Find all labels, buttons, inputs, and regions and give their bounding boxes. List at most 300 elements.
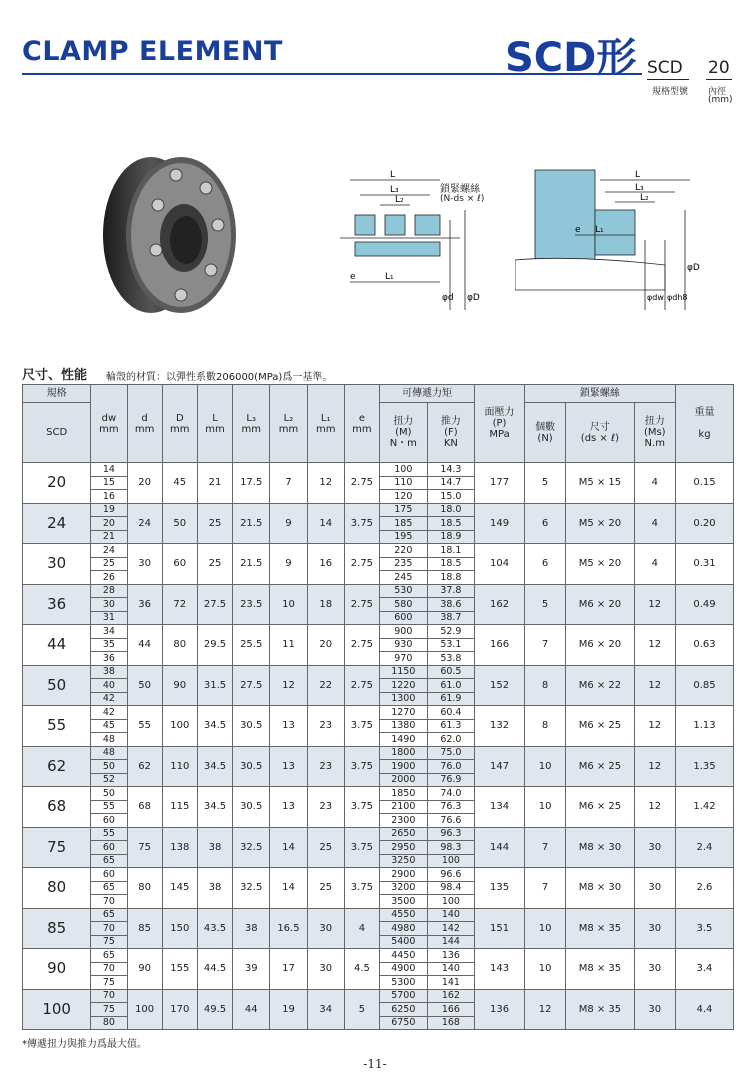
table-cell: 16.5 [270, 908, 307, 949]
table-cell: 132 [475, 706, 525, 747]
product-photo [96, 150, 246, 320]
table-cell: 2300 [380, 814, 428, 828]
table-cell: 12 [634, 625, 675, 666]
table-cell: 38 [91, 665, 127, 679]
table-row [23, 503, 734, 517]
table-cell: 1380 [380, 719, 428, 733]
label-L: L [635, 170, 641, 180]
label-L1: L₁ [595, 225, 604, 235]
table-cell: 144 [475, 827, 525, 868]
table-row [23, 463, 734, 477]
table-cell: 6750 [380, 1016, 428, 1030]
table-cell: 38 [233, 908, 270, 949]
table-cell: 600 [380, 611, 428, 625]
table-cell: 5400 [380, 935, 428, 949]
table-cell: 144 [427, 935, 475, 949]
table-row [23, 706, 734, 720]
table-cell: 18.8 [427, 571, 475, 585]
col-thrust: 推力 (F) KN [427, 403, 475, 463]
table-cell: 9 [270, 503, 307, 544]
table-cell: 13 [270, 787, 307, 828]
table-cell: 30 [23, 544, 91, 585]
table-cell: 25 [307, 827, 344, 868]
table-cell: 142 [427, 922, 475, 936]
table-cell: 90 [127, 949, 162, 990]
table-cell: 98.3 [427, 841, 475, 855]
table-cell: 31 [91, 611, 127, 625]
table-cell: 80 [162, 625, 197, 666]
table-cell: 65 [91, 854, 127, 868]
table-cell: 14.3 [427, 463, 475, 477]
table-cell: 12 [634, 584, 675, 625]
table-cell: 21 [197, 463, 232, 504]
table-cell: 1.42 [675, 787, 733, 828]
table-cell: 75 [91, 976, 127, 990]
table-cell: M5 × 20 [566, 503, 634, 544]
table-cell: 2.4 [675, 827, 733, 868]
table-cell: 34 [307, 989, 344, 1030]
table-cell: 20 [307, 625, 344, 666]
table-cell: M6 × 25 [566, 746, 634, 787]
table-cell: 80 [91, 1016, 127, 1030]
table-cell: 65 [91, 949, 127, 963]
label-phi-dw: φdw [647, 293, 664, 302]
table-cell: 3250 [380, 854, 428, 868]
table-cell: 17.5 [233, 463, 270, 504]
table-cell: 2900 [380, 868, 428, 882]
table-cell: 110 [162, 746, 197, 787]
spec-table [22, 384, 734, 1030]
table-cell: 120 [380, 490, 428, 504]
table-cell: 14 [270, 827, 307, 868]
table-cell: 13 [270, 746, 307, 787]
table-cell: 27.5 [197, 584, 232, 625]
table-cell: 50 [23, 665, 91, 706]
table-cell: 3.75 [344, 706, 379, 747]
table-cell: 90 [23, 949, 91, 990]
table-cell: 74.0 [427, 787, 475, 801]
table-row [23, 746, 734, 760]
table-cell: 1.13 [675, 706, 733, 747]
label-L2: L₂ [395, 195, 404, 205]
col-dw: dw mm [91, 385, 127, 463]
table-cell: 149 [475, 503, 525, 544]
table-cell: 580 [380, 598, 428, 612]
table-cell: 145 [162, 868, 197, 909]
table-row [23, 584, 734, 598]
table-cell: 100 [162, 706, 197, 747]
table-cell: 70 [91, 895, 127, 909]
table-cell: 6 [524, 544, 565, 585]
table-cell: 65 [91, 881, 127, 895]
col-pressure: 面壓力 (P) MPa [475, 385, 525, 463]
table-cell: 49.5 [197, 989, 232, 1030]
table-cell: 50 [127, 665, 162, 706]
table-cell: 136 [475, 989, 525, 1030]
col-L2: L₂ mm [270, 385, 307, 463]
table-cell: 55 [91, 800, 127, 814]
col-d: d mm [127, 385, 162, 463]
table-cell: 22 [307, 665, 344, 706]
table-cell: 143 [475, 949, 525, 990]
table-cell: M6 × 20 [566, 625, 634, 666]
table-cell: 30 [127, 544, 162, 585]
table-cell: 13 [270, 706, 307, 747]
table-cell: 170 [162, 989, 197, 1030]
table-cell: 50 [91, 760, 127, 774]
table-cell: 1150 [380, 665, 428, 679]
table-cell: 10 [270, 584, 307, 625]
table-cell: 4980 [380, 922, 428, 936]
table-cell: 30.5 [233, 706, 270, 747]
table-cell: 151 [475, 908, 525, 949]
table-cell: 30 [634, 949, 675, 990]
section-title: 尺寸、性能 [22, 368, 88, 383]
model-title: SCD形 [505, 35, 637, 81]
table-cell: 34.5 [197, 787, 232, 828]
table-cell: 38 [197, 827, 232, 868]
table-cell: 32.5 [233, 827, 270, 868]
table-cell: 60.5 [427, 665, 475, 679]
table-cell: 75 [91, 1003, 127, 1017]
table-cell: 30 [634, 868, 675, 909]
table-cell: 25 [197, 544, 232, 585]
table-cell: 147 [475, 746, 525, 787]
table-cell: 2.75 [344, 584, 379, 625]
table-cell: 16 [91, 490, 127, 504]
table-cell: 930 [380, 638, 428, 652]
label-L: L [390, 170, 396, 180]
table-cell: 152 [475, 665, 525, 706]
table-cell: 3.75 [344, 787, 379, 828]
table-cell: 76.3 [427, 800, 475, 814]
table-cell: 4 [634, 544, 675, 585]
table-cell: 20 [127, 463, 162, 504]
table-cell: 100 [427, 895, 475, 909]
table-cell: 53.8 [427, 652, 475, 666]
label-L3: L₃ [390, 185, 399, 195]
table-cell: 20 [23, 463, 91, 504]
col-btorque: 扭力 (Ms) N.m [634, 403, 675, 463]
table-cell: 136 [427, 949, 475, 963]
table-cell: 45 [162, 463, 197, 504]
table-cell: 2.75 [344, 625, 379, 666]
table-cell: 235 [380, 557, 428, 571]
table-cell: M8 × 35 [566, 908, 634, 949]
table-cell: 61.3 [427, 719, 475, 733]
table-cell: 12 [524, 989, 565, 1030]
table-cell: 75 [91, 935, 127, 949]
table-cell: 3.75 [344, 503, 379, 544]
table-cell: 50 [162, 503, 197, 544]
table-cell: 30 [91, 598, 127, 612]
table-row [23, 949, 734, 963]
footnote: *傳遞扭力與推力爲最大值。 [22, 1039, 147, 1050]
col-dim: 尺寸 (ds × ℓ) [566, 403, 634, 463]
table-cell: 140 [427, 908, 475, 922]
table-cell: 150 [162, 908, 197, 949]
page-number: -11- [363, 1057, 387, 1071]
table-cell: 195 [380, 530, 428, 544]
table-cell: 3.75 [344, 827, 379, 868]
table-cell: 0.31 [675, 544, 733, 585]
table-cell: 90 [162, 665, 197, 706]
table-cell: 65 [91, 908, 127, 922]
table-cell: 21.5 [233, 503, 270, 544]
col-scd: SCD [23, 403, 91, 463]
table-cell: 62.0 [427, 733, 475, 747]
col-transmit: 可傳遞力矩 [380, 385, 475, 403]
table-cell: 60 [91, 814, 127, 828]
table-cell: 104 [475, 544, 525, 585]
table-cell: 60 [162, 544, 197, 585]
table-row [23, 908, 734, 922]
table-cell: 5300 [380, 976, 428, 990]
table-cell: 5 [344, 989, 379, 1030]
table-cell: 970 [380, 652, 428, 666]
col-L3: L₃ mm [233, 385, 270, 463]
table-row [23, 989, 734, 1003]
table-cell: 72 [162, 584, 197, 625]
table-cell: 2100 [380, 800, 428, 814]
table-cell: 26 [91, 571, 127, 585]
table-cell: 18.1 [427, 544, 475, 558]
table-cell: 12 [634, 706, 675, 747]
col-L1: L₁ mm [307, 385, 344, 463]
table-cell: 85 [127, 908, 162, 949]
table-cell: 75.0 [427, 746, 475, 760]
table-cell: 5 [524, 463, 565, 504]
assembly-diagram [515, 160, 705, 310]
table-cell: 55 [91, 827, 127, 841]
table-cell: 68 [127, 787, 162, 828]
table-cell: 10 [524, 787, 565, 828]
table-cell: 134 [475, 787, 525, 828]
table-cell: 30 [634, 827, 675, 868]
table-cell: 14 [307, 503, 344, 544]
table-cell: 44 [233, 989, 270, 1030]
table-cell: 2.6 [675, 868, 733, 909]
table-cell: 20 [91, 517, 127, 531]
table-cell: 62 [23, 746, 91, 787]
table-cell: 2950 [380, 841, 428, 855]
table-cell: 162 [475, 584, 525, 625]
table-cell: 14 [270, 868, 307, 909]
table-cell: 12 [634, 787, 675, 828]
table-cell: M6 × 22 [566, 665, 634, 706]
table-cell: 5 [524, 584, 565, 625]
page-title: CLAMP ELEMENT [22, 36, 283, 67]
table-cell: 9 [270, 544, 307, 585]
table-cell: 2.75 [344, 665, 379, 706]
table-cell: 35 [91, 638, 127, 652]
table-cell: 8 [524, 706, 565, 747]
table-cell: 19 [270, 989, 307, 1030]
table-cell: 11 [270, 625, 307, 666]
table-cell: 4900 [380, 962, 428, 976]
table-cell: 44 [23, 625, 91, 666]
table-cell: 96.3 [427, 827, 475, 841]
table-cell: 24 [23, 503, 91, 544]
table-cell: 18.9 [427, 530, 475, 544]
table-cell: 37.8 [427, 584, 475, 598]
table-cell: 38.7 [427, 611, 475, 625]
table-cell: 1800 [380, 746, 428, 760]
table-cell: 25 [197, 503, 232, 544]
spec-note-unit: (mm) [708, 95, 733, 105]
col-count: 個數 (N) [524, 403, 565, 463]
spec-note-model: 規格型號 [652, 87, 689, 97]
table-cell: 7 [524, 625, 565, 666]
table-cell: 55 [127, 706, 162, 747]
table-cell: 55 [23, 706, 91, 747]
table-cell: M5 × 20 [566, 544, 634, 585]
table-cell: 30 [634, 989, 675, 1030]
label-phi-dh8: φdh8 [667, 293, 688, 302]
table-cell: 30.5 [233, 787, 270, 828]
table-cell: 155 [162, 949, 197, 990]
col-L: L mm [197, 385, 232, 463]
table-cell: 21 [91, 530, 127, 544]
table-cell: 42 [91, 692, 127, 706]
table-cell: 30 [634, 908, 675, 949]
table-cell: 32.5 [233, 868, 270, 909]
table-cell: 18.5 [427, 557, 475, 571]
table-cell: 24 [91, 544, 127, 558]
table-cell: 110 [380, 476, 428, 490]
table-cell: 4.5 [344, 949, 379, 990]
bolt-label: 鎖緊螺絲 [440, 184, 480, 195]
table-row [23, 665, 734, 679]
table-cell: 24 [127, 503, 162, 544]
table-cell: 18 [307, 584, 344, 625]
table-cell: 220 [380, 544, 428, 558]
table-cell: 15.0 [427, 490, 475, 504]
table-cell: 30.5 [233, 746, 270, 787]
table-cell: 60 [91, 841, 127, 855]
table-cell: 80 [23, 868, 91, 909]
table-cell: 3500 [380, 895, 428, 909]
table-cell: M6 × 20 [566, 584, 634, 625]
table-cell: 10 [524, 949, 565, 990]
table-cell: 6 [524, 503, 565, 544]
table-cell: 0.20 [675, 503, 733, 544]
table-row [23, 625, 734, 639]
col-e: e mm [344, 385, 379, 463]
table-cell: 0.15 [675, 463, 733, 504]
table-row [23, 868, 734, 882]
table-cell: 0.49 [675, 584, 733, 625]
table-cell: 2650 [380, 827, 428, 841]
table-cell: 62 [127, 746, 162, 787]
table-cell: 23 [307, 787, 344, 828]
table-cell: 14.7 [427, 476, 475, 490]
table-cell: 177 [475, 463, 525, 504]
table-cell: 0.85 [675, 665, 733, 706]
table-cell: 28 [91, 584, 127, 598]
table-cell: 245 [380, 571, 428, 585]
table-cell: 4 [344, 908, 379, 949]
table-cell: 14 [91, 463, 127, 477]
label-phi-D: φD [687, 263, 700, 273]
col-bolt: 鎖緊螺絲 [524, 385, 675, 403]
table-cell: 135 [475, 868, 525, 909]
table-cell: 166 [427, 1003, 475, 1017]
bolt-formula: (N-ds × ℓ) [440, 194, 485, 204]
table-cell: 1900 [380, 760, 428, 774]
table-cell: 4550 [380, 908, 428, 922]
label-e: e [575, 225, 581, 235]
table-cell: M5 × 15 [566, 463, 634, 504]
label-L3: L₃ [635, 183, 644, 193]
table-cell: 3200 [380, 881, 428, 895]
label-phi-d: φd [442, 293, 454, 303]
spec-underline [647, 79, 689, 80]
table-cell: 5700 [380, 989, 428, 1003]
table-cell: 1220 [380, 679, 428, 693]
table-cell: 530 [380, 584, 428, 598]
table-cell: 30 [307, 949, 344, 990]
table-cell: 34.5 [197, 706, 232, 747]
table-cell: 2.75 [344, 463, 379, 504]
table-cell: 30 [307, 908, 344, 949]
table-cell: 38.6 [427, 598, 475, 612]
table-cell: 3.75 [344, 746, 379, 787]
table-cell: 16 [307, 544, 344, 585]
table-cell: 3.4 [675, 949, 733, 990]
table-cell: 2000 [380, 773, 428, 787]
table-cell: 7 [524, 868, 565, 909]
table-cell: 68 [23, 787, 91, 828]
table-cell: 162 [427, 989, 475, 1003]
table-cell: 100 [23, 989, 91, 1030]
table-cell: 23 [307, 706, 344, 747]
spec-underline [706, 79, 732, 80]
table-cell: 100 [127, 989, 162, 1030]
table-cell: 96.6 [427, 868, 475, 882]
table-cell: 38 [197, 868, 232, 909]
table-cell: 6250 [380, 1003, 428, 1017]
table-cell: 7 [524, 827, 565, 868]
table-row [23, 787, 734, 801]
table-cell: 4450 [380, 949, 428, 963]
table-cell: 141 [427, 976, 475, 990]
table-cell: 3.75 [344, 868, 379, 909]
spec-code: SCD [647, 58, 683, 78]
table-cell: 48 [91, 733, 127, 747]
table-cell: 1490 [380, 733, 428, 747]
table-cell: 900 [380, 625, 428, 639]
table-cell: 25.5 [233, 625, 270, 666]
table-cell: 12 [307, 463, 344, 504]
table-cell: 7 [270, 463, 307, 504]
table-cell: 76.0 [427, 760, 475, 774]
table-cell: M8 × 30 [566, 827, 634, 868]
table-cell: 50 [91, 787, 127, 801]
table-cell: 115 [162, 787, 197, 828]
table-cell: 44.5 [197, 949, 232, 990]
table-cell: 31.5 [197, 665, 232, 706]
table-cell: 39 [233, 949, 270, 990]
table-cell: 52.9 [427, 625, 475, 639]
table-cell: 138 [162, 827, 197, 868]
col-weight: 重量 kg [675, 385, 733, 463]
table-cell: 48 [91, 746, 127, 760]
table-cell: 42 [91, 706, 127, 720]
table-cell: 166 [475, 625, 525, 666]
label-e: e [350, 272, 356, 282]
section-note: 輪殼的材質：以彈性系數206000(MPa)爲一基準。 [106, 372, 333, 383]
